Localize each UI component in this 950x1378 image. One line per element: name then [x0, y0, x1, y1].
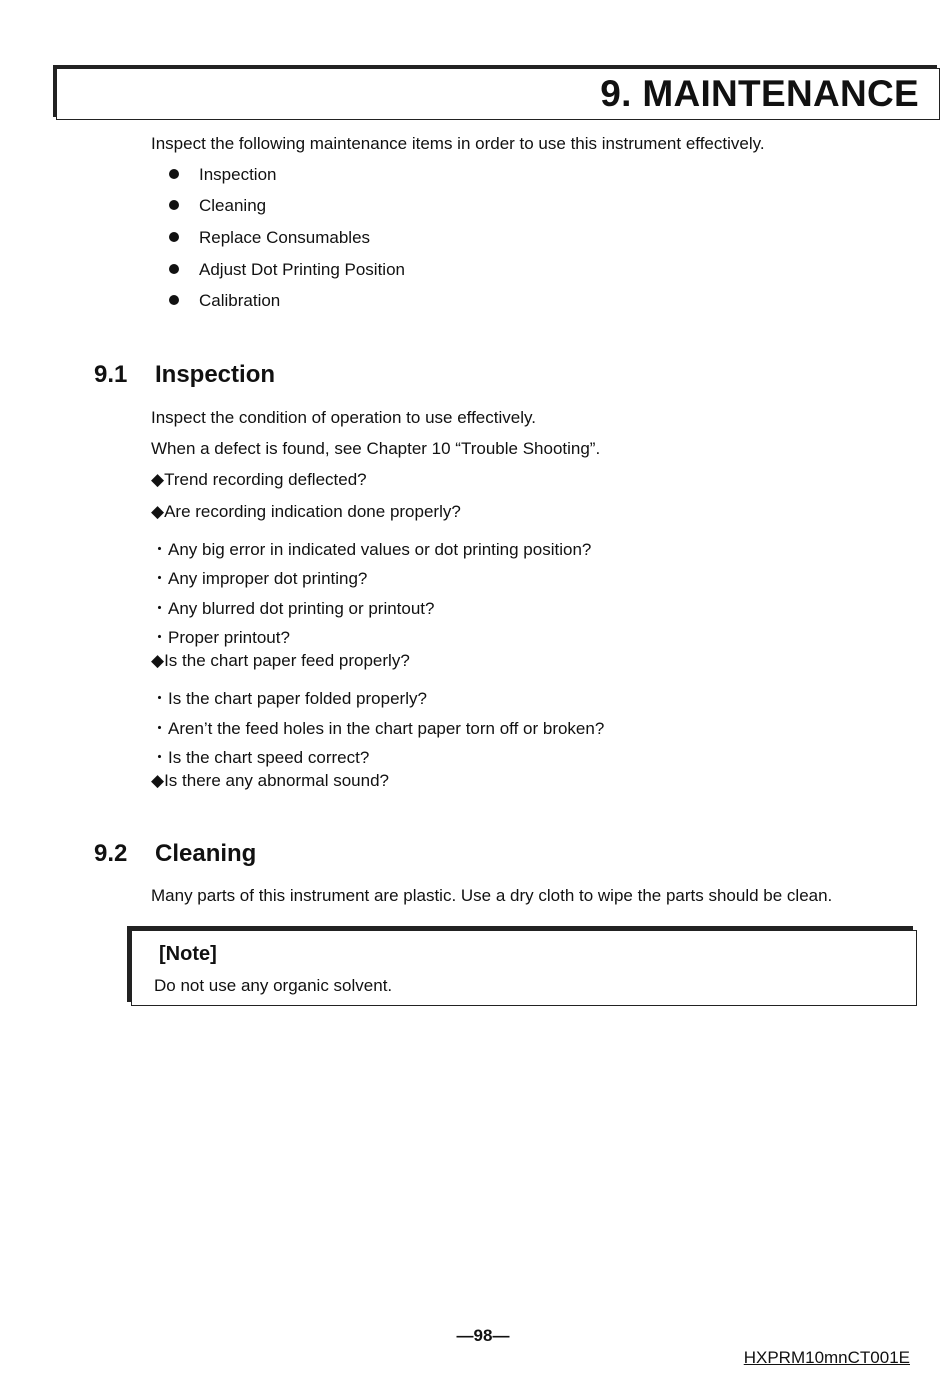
bullet-icon: [169, 264, 179, 274]
section-number: 9.2: [94, 840, 128, 867]
body-text: When a defect is found, see Chapter 10 “Trouble Shooting”.: [151, 439, 601, 458]
section-title: Cleaning: [155, 840, 257, 867]
document-code: HXPRM10mnCT001E: [743, 1348, 910, 1367]
list-item: Cleaning: [199, 196, 267, 215]
section-title: Inspection: [155, 361, 276, 388]
intro-text: Inspect the following maintenance items in order to use this instrument effectively.: [151, 134, 765, 153]
check-item: ◆Is there any abnormal sound?: [151, 771, 389, 790]
list-item: Adjust Dot Printing Position: [199, 260, 405, 279]
list-item: Inspection: [199, 165, 277, 184]
page-number: —98—: [456, 1326, 510, 1345]
bullet-icon: [169, 232, 179, 242]
section-number: 9.1: [94, 361, 128, 388]
bullet-icon: [169, 169, 179, 179]
body-text: Many parts of this instrument are plastic. Use a dry cloth to wipe the parts should be clean.: [151, 886, 833, 905]
check-subitem: ・Proper printout?: [151, 628, 290, 647]
check-item: ◆Trend recording deflected?: [151, 470, 367, 489]
bullet-icon: [169, 200, 179, 210]
check-subitem: ・Any blurred dot printing or printout?: [151, 599, 435, 618]
check-subitem: ・Any improper dot printing?: [151, 569, 368, 588]
bullet-icon: [169, 295, 179, 305]
check-subitem: ・Aren’t the feed holes in the chart paper torn off or broken?: [151, 719, 605, 738]
note-box: [131, 930, 917, 1006]
check-subitem: ・Is the chart paper folded properly?: [151, 689, 427, 708]
body-text: Inspect the condition of operation to use effectively.: [151, 408, 536, 427]
chapter-title: 9. MAINTENANCE: [600, 73, 919, 114]
check-item: ◆Are recording indication done properly?: [151, 502, 461, 521]
list-item: Calibration: [199, 291, 281, 310]
note-text: Do not use any organic solvent.: [154, 976, 393, 995]
check-item: ◆Is the chart paper feed properly?: [151, 651, 410, 670]
list-item: Replace Consumables: [199, 228, 371, 247]
check-subitem: ・Any big error in indicated values or dot printing position?: [151, 540, 592, 559]
note-title: [Note]: [159, 943, 217, 965]
check-subitem: ・Is the chart speed correct?: [151, 748, 370, 767]
chapter-header: [56, 68, 940, 120]
